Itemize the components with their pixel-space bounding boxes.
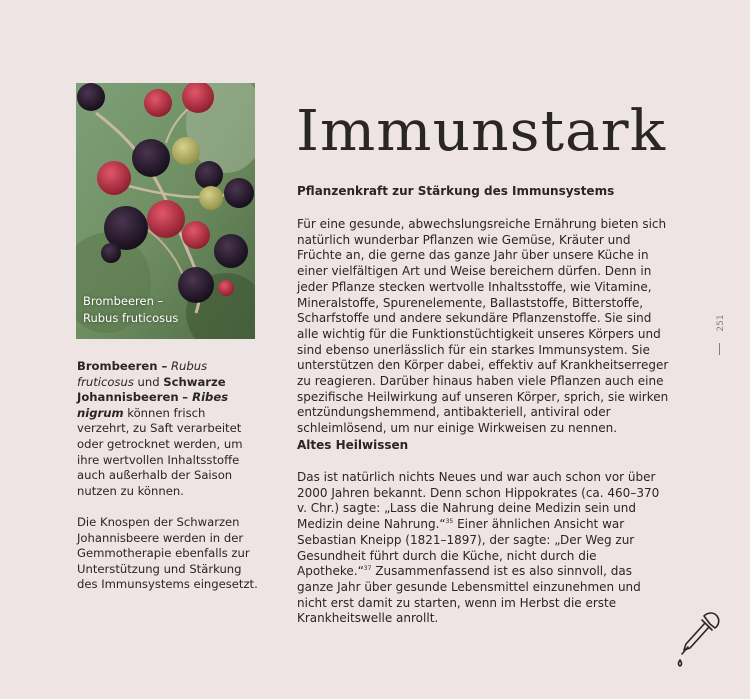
section-heading: Pflanzenkraft zur Stärkung des Immunsystems [297, 184, 615, 198]
body-paragraph: Für eine gesunde, abwechslungsreiche Ernährung bieten sich natürlich wunderbar Pflanzen wie Gemüse, Kräuter und Früchte an, die gerne das ganze Jahr über unsere Küche in einer vielfältigen Art und Weise bereichern dürfen. Denn in jeder Pflanze stecken wertvolle Inhaltsstoffe, wie Vitamine, Mineralstoffe, Spurenelemente, Ballaststoffe, Bitterstoffe, Scharfstoffe und andere sekundäre Pflanzenstoffe. Sie sind alle wichtig für die Funktionstüchtigkeit unseres Körpers und sind ebenso unerlässlich für ein starkes Immunsystem. Sie unterstützen den Körper dabei, effektiv auf Krankheitserreger zu reagieren. Darüber hinaus haben viele Pflanzen auch eine spezifische Heilwirkung auf unseren Körper, sprich, sie wirken entzündungshemmend, antibakteriell, antiviral oder schleimlösend, um nur einige Wirkweisen zu nennen. [297, 217, 669, 436]
sidebar-text [77, 359, 259, 609]
footnote-ref: 37 [363, 565, 372, 573]
page-title: Immunstark [296, 99, 667, 164]
pipette-icon [674, 610, 724, 674]
text-span: können frisch verzehrt, zu Saft verarbeitet oder getrocknet werden, um ihre wertvollen Inhaltsstoffe auch außerhalb der Saison nutzen zu können. [77, 405, 243, 498]
text-span: Das ist natürlich nichts Neues und war auch schon vor über 2000 Jahren bekannt. Denn schon Hippokrates (ca. 460–370 v. Chr.) sagte: „Lass die Nahrung deine Medizin sein und Medizin deine Nahrung.“ [297, 470, 660, 532]
text-span: Einer ähnlichen Ansicht war Sebastian Kneipp (1821–1897), der sagte: „Der Weg zur Gesundheit führt durch die Küche, nicht durch die Apotheke.“ [297, 517, 635, 579]
bold-term: – [182, 390, 193, 405]
page-number-rule [719, 343, 720, 355]
footnote-ref: 35 [445, 518, 454, 526]
section-heading: Altes Heilwissen [297, 438, 409, 452]
latin-name: Ribes nigrum [77, 390, 229, 420]
photo-caption [83, 293, 178, 327]
bold-term: Schwarze Johannisbeeren [77, 374, 226, 405]
sidebar-paragraph: Die Knospen der Schwarzen Johannisbeere werden in der Gemmotherapie ebenfalls zur Unterstützung und Stärkung des Immunsystems eingesetzt. [77, 514, 258, 592]
photo-caption-line: Rubus fruticosus [83, 311, 179, 325]
text-span: und [133, 374, 164, 389]
page-number: 251 [716, 314, 726, 332]
text-span: Zusammenfassend ist es also sinnvoll, das ganze Jahr über gesunde Lebensmittel einzunehmen und nicht erst damit zu starten, wenn im Herbst die erste Krankheitswelle anrollt. [297, 564, 641, 626]
latin-name: Rubus fruticosus [77, 359, 208, 389]
body-paragraph [297, 470, 669, 627]
bold-term: Brombeeren – [77, 359, 168, 373]
sidebar-paragraph [77, 359, 259, 499]
blackberry-photo [76, 83, 255, 339]
photo-caption-line: Brombeeren – [83, 294, 164, 308]
